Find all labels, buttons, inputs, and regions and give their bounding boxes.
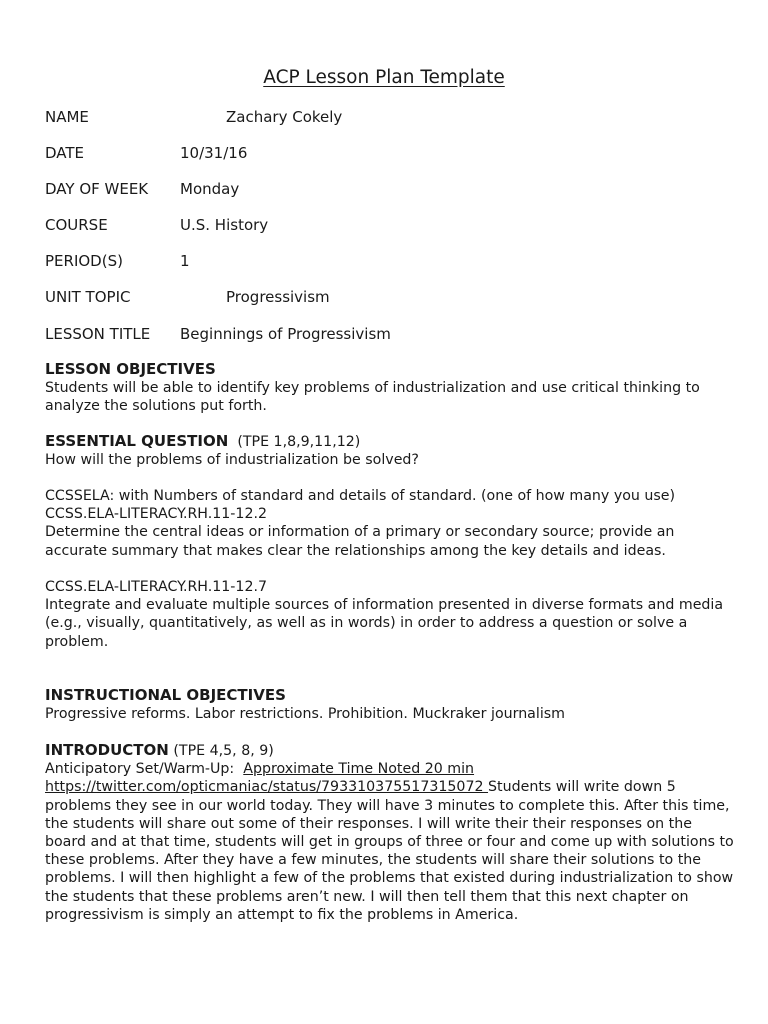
section-heading: INTRODUCTON xyxy=(45,741,169,759)
field-value: Progressivism xyxy=(226,288,330,306)
field-value: 1 xyxy=(180,252,190,270)
standard-section-2 xyxy=(45,578,735,651)
essential-question-section xyxy=(45,432,735,469)
section-body: Progressive reforms. Labor restrictions. Prohibition. Muckraker journalism xyxy=(45,706,565,723)
twitter-link[interactable]: https://twitter.com/opticmaniac/status/793310375517315072 xyxy=(45,779,484,796)
field-label: PERIOD(S) xyxy=(45,252,123,270)
standards-section xyxy=(45,487,735,560)
introduction-body: Students will write down 5 problems they see in our world today. They will have 3 minutes to complete this. After this time, the students will share out some of their responses. I will write their their responses on the board and at that time, students will get in groups of three or four and come up with solutions to these problems. After they have a few minutes, the students will share their solutions to the problems. I will then highlight a few of the problems that existed during industrialization to show the students that these problems aren’t new. I will then tell them that this next chapter on progressivism is simply an attempt to fix the problems in America. xyxy=(45,779,734,923)
section-heading: LESSON OBJECTIVES xyxy=(45,360,216,378)
standard-text: Integrate and evaluate multiple sources of information presented in diverse formats and media (e.g., visually, quantitatively, as well as in words) in order to address a question or solve a problem. xyxy=(45,597,724,650)
section-body: Students will be able to identify key problems of industrialization and use critical thinking to analyze the solutions put forth. xyxy=(45,380,700,415)
section-body: How will the problems of industrialization be solved? xyxy=(45,452,419,469)
field-value: U.S. History xyxy=(180,216,269,234)
document-title: ACP Lesson Plan Template xyxy=(263,67,505,88)
field-label: UNIT TOPIC xyxy=(45,288,131,306)
instructional-objectives-section xyxy=(45,686,735,723)
field-label: NAME xyxy=(45,108,89,126)
tpe-reference: (TPE 1,8,9,11,12) xyxy=(237,434,361,450)
section-heading: ESSENTIAL QUESTION xyxy=(45,432,229,450)
tpe-reference: (TPE 4,5, 8, 9) xyxy=(173,743,274,759)
introduction-section xyxy=(45,741,735,924)
field-value: Beginnings of Progressivism xyxy=(180,325,391,343)
lesson-objectives-section xyxy=(45,360,735,416)
standard-code: CCSS.ELA-LITERACY.RH.11-12.2 xyxy=(45,506,268,523)
section-heading: INSTRUCTIONAL OBJECTIVES xyxy=(45,686,286,704)
standard-code: CCSS.ELA-LITERACY.RH.11-12.7 xyxy=(45,579,268,595)
standards-intro: CCSSELA: with Numbers of standard and details of standard. (one of how many you use) xyxy=(45,488,676,504)
field-label: LESSON TITLE xyxy=(45,325,151,343)
warmup-label: Anticipatory Set/Warm-Up: xyxy=(45,761,235,778)
field-label: DAY OF WEEK xyxy=(45,180,149,198)
field-value: 10/31/16 xyxy=(180,144,248,162)
time-note: Approximate Time Noted 20 min xyxy=(243,761,475,778)
field-label: DATE xyxy=(45,144,85,162)
standard-text: Determine the central ideas or information of a primary or secondary source; provide an accurate summary that makes clear the relationships among the key details and ideas. xyxy=(45,524,675,559)
field-value: Monday xyxy=(180,180,240,198)
field-label: COURSE xyxy=(45,216,108,234)
field-value: Zachary Cokely xyxy=(226,108,343,126)
